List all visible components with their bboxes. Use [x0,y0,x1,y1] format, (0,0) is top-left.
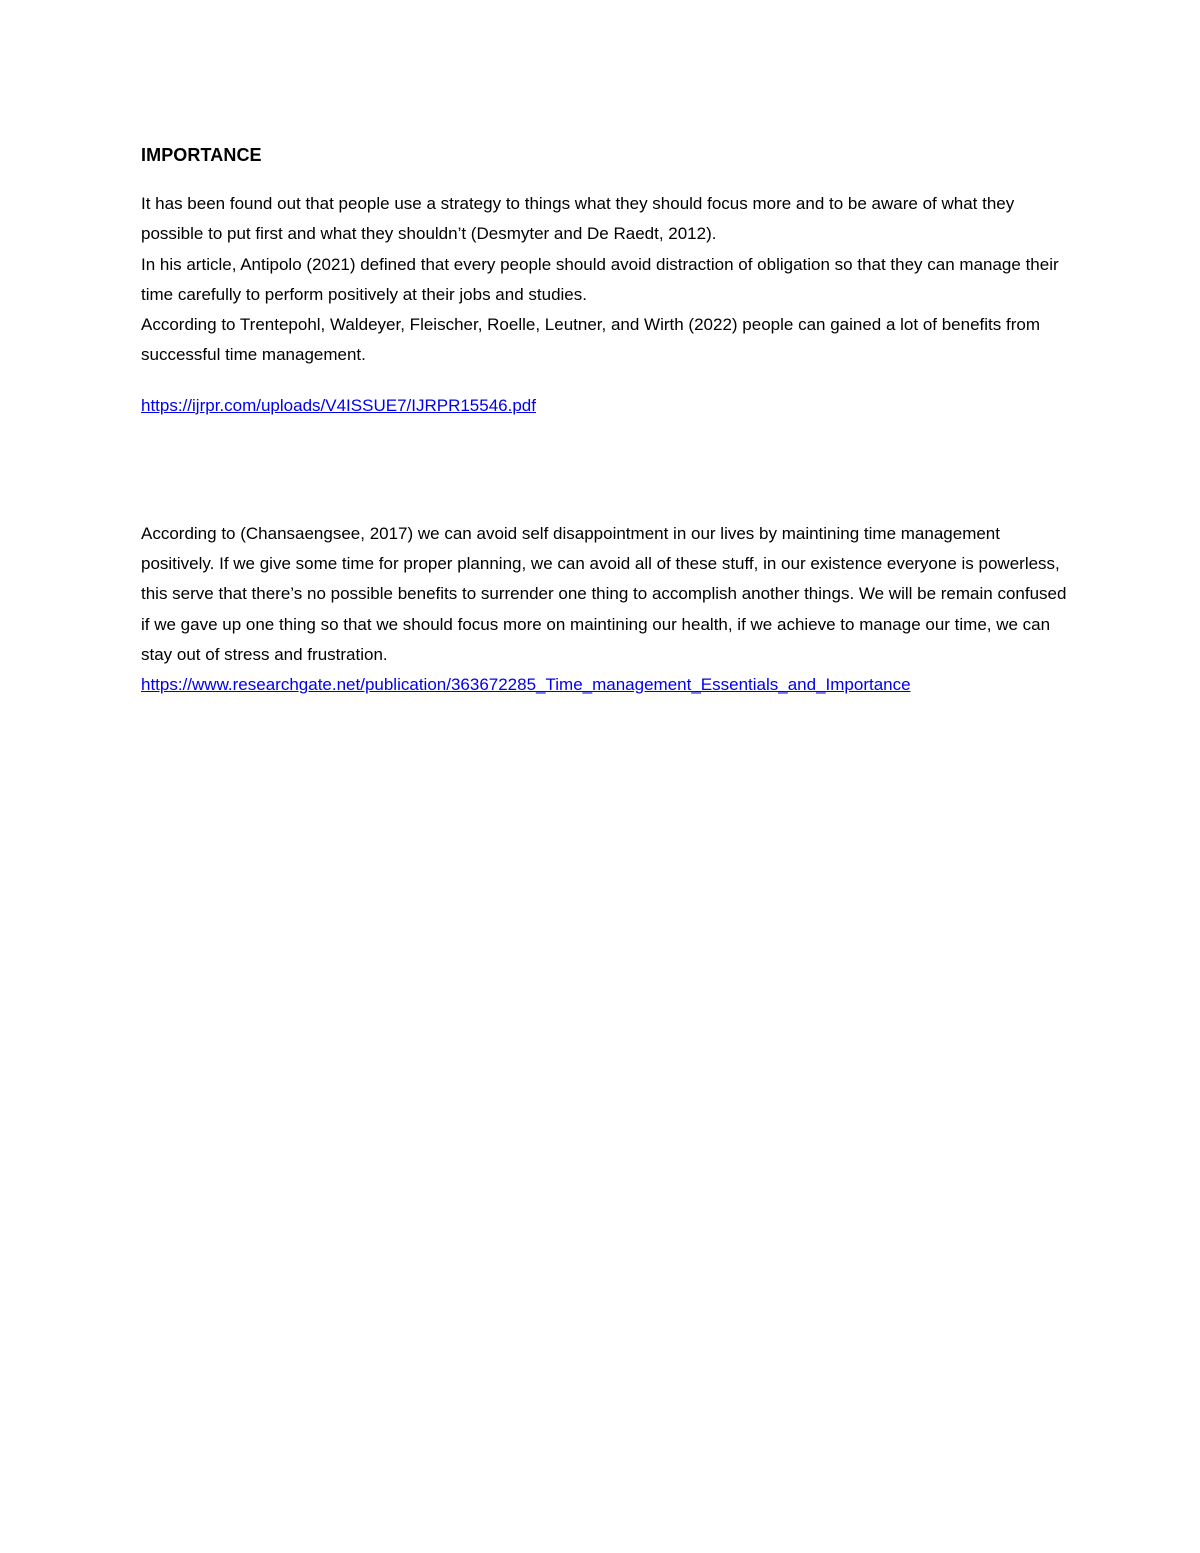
paragraph-2: According to (Chansaengsee, 2017) we can avoid self disappointment in our lives by maintining time management positively. If we give some time for proper planning, we can avoid all of these stuff, in our existence everyone is powerless, this serve that there’s no possible benefits to surrender one thing to accomplish another things. We will be remain confused if we gave up one thing so that we should focus more on maintining our health, if we achieve to manage our time, we can stay out of stress and frustration. [141,523,1067,664]
paragraph-1-sentence-1: It has been found out that people use a strategy to things what they should focus more and to be aware of what they possible to put first and what they shouldn’t (Desmyter and De Raedt, 2012). [141,194,1015,244]
paragraph-1-sentence-2: In his article, Antipolo (2021) defined that every people should avoid distraction of obligation so that they can manage their time carefully to perform positively at their jobs and studies. [141,254,1059,304]
paragraph-1 [141,189,1071,371]
document-body [141,141,1071,700]
reference-link-ijrpr[interactable]: https://ijrpr.com/uploads/V4ISSUE7/IJRPR15546.pdf [141,395,536,415]
section-heading: IMPORTANCE [141,145,262,165]
paragraph-1-sentence-3: According to Trentepohl, Waldeyer, Fleischer, Roelle, Leutner, and Wirth (2022) people can gained a lot of benefits from successful time management. [141,315,1040,365]
reference-link-researchgate[interactable]: https://www.researchgate.net/publication/363672285_Time_management_Essentials_and_Importance [141,675,911,695]
